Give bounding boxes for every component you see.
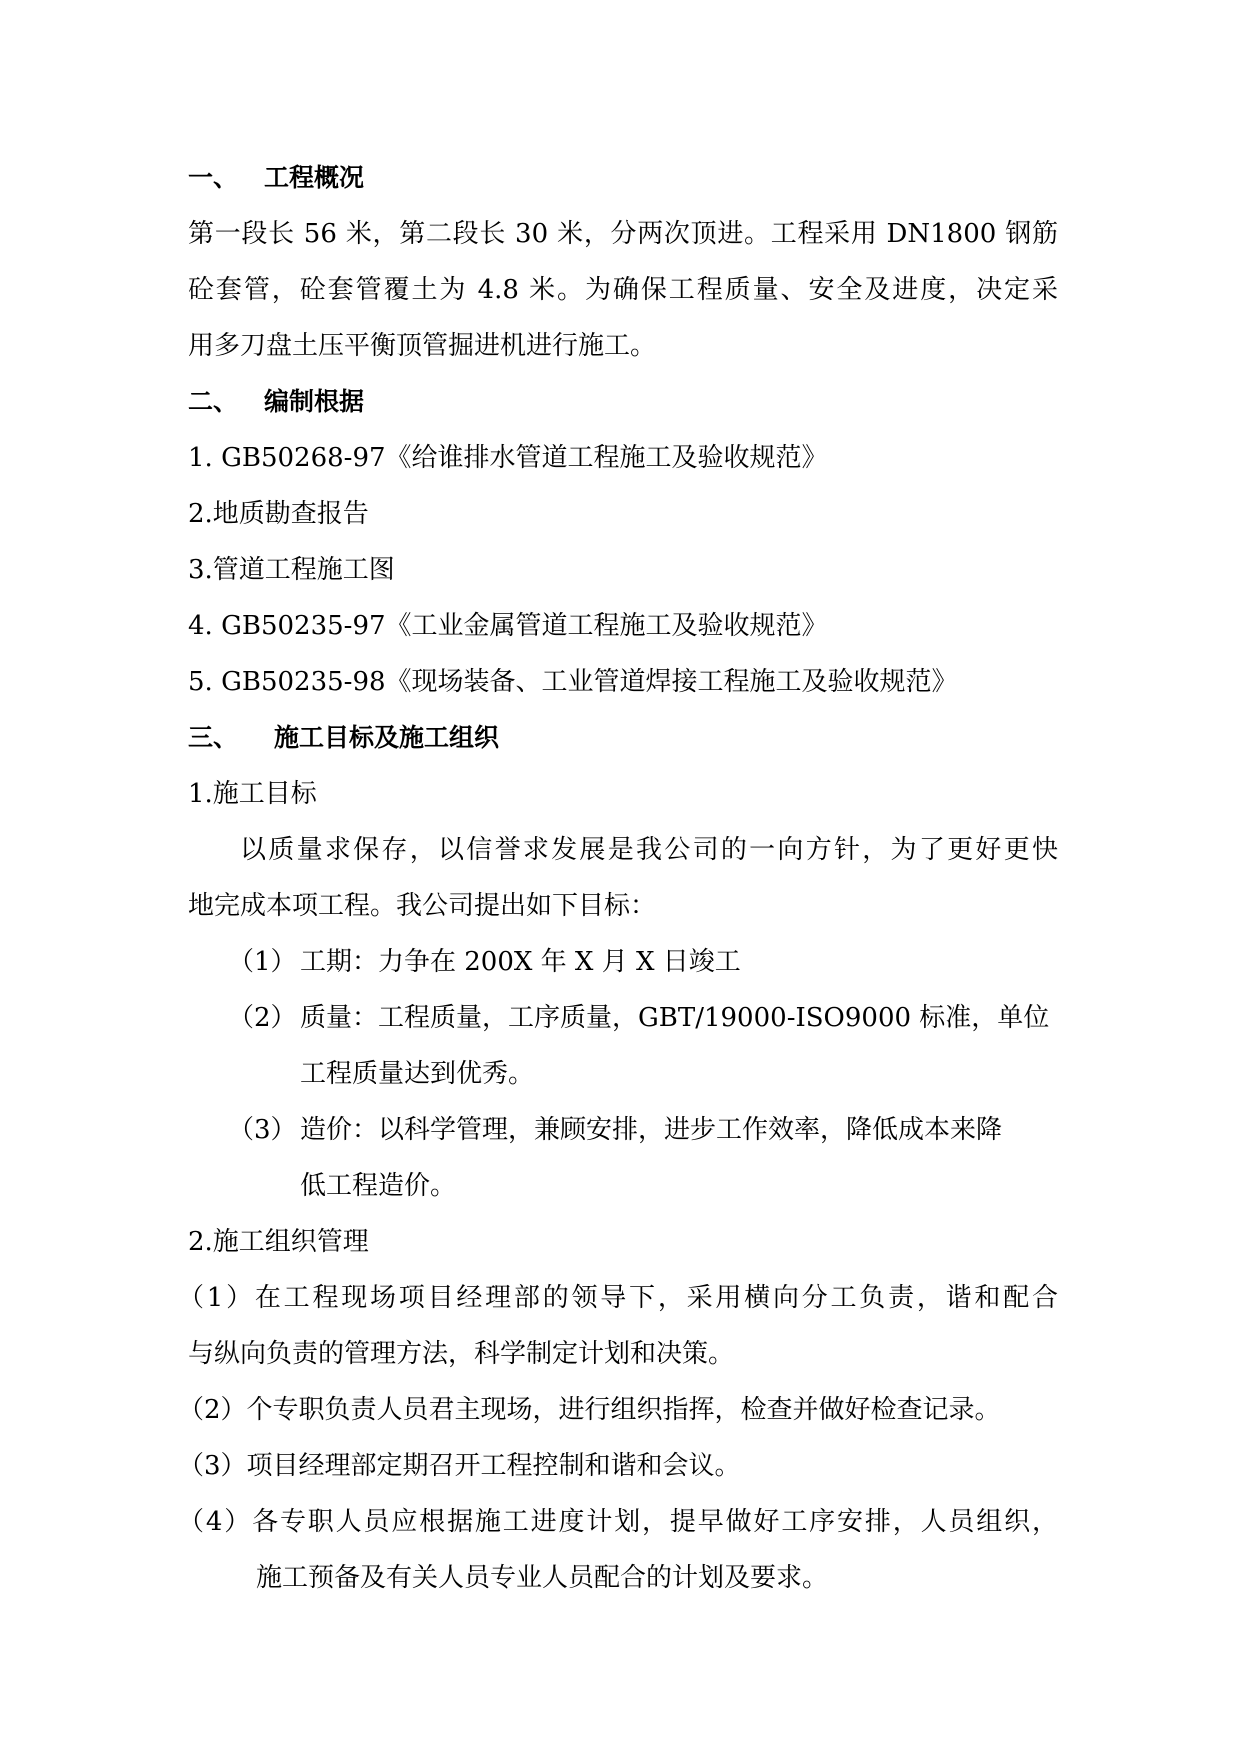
paragraph-line: 砼套管，砼套管覆土为 4.8 米。为确保工程质量、安全及进度，决定采 <box>188 275 1058 305</box>
management-item: （2）个专职负责人员君主现场，进行组织指挥，检查并做好检查记录。 <box>178 1395 1001 1425</box>
reference-item: 1. GB50268-97《给谁排水管道工程施工及验收规范》 <box>188 443 828 473</box>
management-item: （3）项目经理部定期召开工程控制和谐和会议。 <box>178 1451 741 1481</box>
reference-item: 4. GB50235-97《工业金属管道工程施工及验收规范》 <box>188 611 828 641</box>
reference-item: 3.管道工程施工图 <box>188 555 395 585</box>
goal-text: 工期：力争在 200X 年 X 月 X 日竣工 <box>300 947 741 977</box>
management-item: （1）在工程现场项目经理部的领导下，采用横向分工负责，谐和配合 <box>178 1283 1058 1313</box>
goal-item <box>188 934 1058 990</box>
section-number: 一、 <box>188 163 239 192</box>
goal-text: 造价：以科学管理，兼顾安排，进步工作效率，降低成本来降 <box>300 1115 1003 1145</box>
reference-item: 2.地质勘查报告 <box>188 499 369 529</box>
goal-number: （2） <box>228 1003 297 1033</box>
goal-text-continued: 工程质量达到优秀。 <box>300 1059 535 1089</box>
goal-number: （1） <box>228 947 297 977</box>
subsection-title: 2.施工组织管理 <box>188 1227 369 1257</box>
management-item-continued: 与纵向负责的管理方法，科学制定计划和决策。 <box>188 1339 735 1369</box>
section-number: 二、 <box>188 387 239 416</box>
paragraph-line: 第一段长 56 米，第二段长 30 米，分两次顶进。工程采用 DN1800 钢筋 <box>188 219 1058 249</box>
goal-item <box>188 1102 1058 1158</box>
paragraph-line: 以质量求保存，以信誉求发展是我公司的一向方针，为了更好更快 <box>240 835 1058 865</box>
goal-item <box>188 990 1058 1046</box>
goal-text-continued: 低工程造价。 <box>300 1171 457 1201</box>
section-title: 工程概况 <box>264 163 365 192</box>
document-page <box>178 150 1058 1606</box>
section-title: 编制根据 <box>264 387 365 416</box>
paragraph-line: 用多刀盘土压平衡顶管掘进机进行施工。 <box>188 331 657 361</box>
section-heading-2 <box>188 374 1058 430</box>
section-title: 施工目标及施工组织 <box>274 723 500 752</box>
section-heading-3 <box>188 710 1058 766</box>
goal-number: （3） <box>228 1115 297 1145</box>
section-number: 三、 <box>188 723 239 752</box>
section-heading-1 <box>188 150 1058 206</box>
subsection-title: 1.施工目标 <box>188 779 317 809</box>
paragraph-line: 地完成本项工程。我公司提出如下目标： <box>188 891 657 921</box>
management-item-continued: 施工预备及有关人员专业人员配合的计划及要求。 <box>256 1563 829 1593</box>
management-item: （4）各专职人员应根据施工进度计划，提早做好工序安排，人员组织， <box>178 1507 1058 1537</box>
reference-item: 5. GB50235-98《现场装备、工业管道焊接工程施工及验收规范》 <box>188 667 958 697</box>
goal-text: 质量：工程质量，工序质量，GBT/19000-ISO9000 标准，单位 <box>300 1003 1050 1033</box>
